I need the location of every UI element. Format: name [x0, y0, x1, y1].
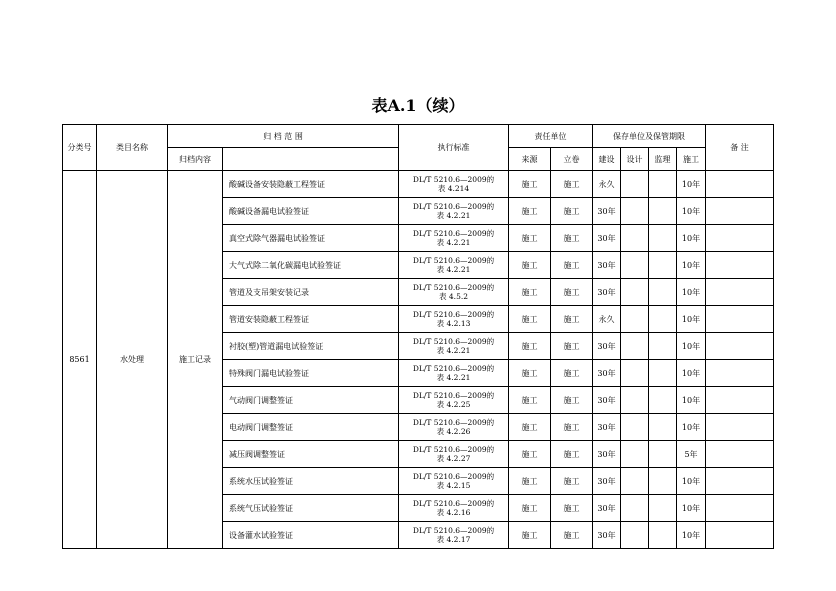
category-cell: 水处理: [97, 171, 168, 549]
header-scope-content: 归档内容: [168, 148, 223, 171]
item-cell: 衬胶(塑)管道漏电试验签证: [223, 333, 399, 360]
standard-cell: [399, 441, 509, 468]
supervision-cell: [649, 198, 677, 225]
source-cell: 施工: [509, 414, 551, 441]
item-cell: 电动阀门调整签证: [223, 414, 399, 441]
design-cell: [621, 306, 649, 333]
standard-line-1: DL/T 5210.6—2009的: [412, 445, 495, 454]
owner-cell: 30年: [593, 225, 621, 252]
standard-cell: [399, 387, 509, 414]
source-cell: 施工: [509, 252, 551, 279]
header-design: 设计: [621, 148, 649, 171]
table-title: 表A.1（续）: [371, 96, 465, 115]
design-cell: [621, 441, 649, 468]
owner-cell: 30年: [593, 495, 621, 522]
supervision-cell: [649, 522, 677, 549]
standard-line-1: DL/T 5210.6—2009的: [412, 526, 495, 535]
remarks-cell: [706, 441, 774, 468]
filing-cell: 施工: [551, 252, 593, 279]
filing-cell: 施工: [551, 198, 593, 225]
construction-cell: 10年: [677, 414, 706, 441]
standard-line-1: DL/T 5210.6—2009的: [412, 310, 495, 319]
remarks-cell: [706, 171, 774, 198]
standard-cell: [399, 306, 509, 333]
standard-line-2: 表 4.2.21: [436, 211, 471, 220]
owner-cell: 30年: [593, 279, 621, 306]
source-cell: 施工: [509, 495, 551, 522]
remarks-cell: [706, 306, 774, 333]
standard-cell: [399, 468, 509, 495]
standard-line-1: DL/T 5210.6—2009的: [412, 418, 495, 427]
standard-line-2: 表 4.2.15: [436, 481, 471, 490]
filing-cell: 施工: [551, 387, 593, 414]
filing-cell: 施工: [551, 522, 593, 549]
supervision-cell: [649, 333, 677, 360]
standard-line-2: 表 4.2.21: [436, 346, 471, 355]
owner-cell: 30年: [593, 468, 621, 495]
header-owner: 建设: [593, 148, 621, 171]
remarks-cell: [706, 495, 774, 522]
design-cell: [621, 522, 649, 549]
standard-line-1: DL/T 5210.6—2009的: [412, 472, 495, 481]
standard-cell: [399, 360, 509, 387]
source-cell: 施工: [509, 441, 551, 468]
standard-line-2: 表 4.2.17: [436, 535, 471, 544]
construction-cell: 10年: [677, 495, 706, 522]
header-standard: 执行标准: [399, 125, 509, 171]
owner-cell: 30年: [593, 441, 621, 468]
design-cell: [621, 171, 649, 198]
remarks-cell: [706, 414, 774, 441]
owner-cell: 30年: [593, 198, 621, 225]
standard-line-1: DL/T 5210.6—2009的: [412, 364, 495, 373]
standard-cell: [399, 333, 509, 360]
owner-cell: 30年: [593, 333, 621, 360]
construction-cell: 5年: [677, 441, 706, 468]
supervision-cell: [649, 441, 677, 468]
owner-cell: 30年: [593, 360, 621, 387]
standard-line-2: 表 4.214: [437, 184, 470, 193]
source-cell: 施工: [509, 279, 551, 306]
source-cell: 施工: [509, 387, 551, 414]
design-cell: [621, 468, 649, 495]
remarks-cell: [706, 252, 774, 279]
standard-line-1: DL/T 5210.6—2009的: [412, 499, 495, 508]
item-cell: 特殊阀门漏电试验签证: [223, 360, 399, 387]
supervision-cell: [649, 468, 677, 495]
header-supervision: 监理: [649, 148, 677, 171]
remarks-cell: [706, 468, 774, 495]
standard-line-2: 表 4.2.26: [436, 427, 471, 436]
supervision-cell: [649, 495, 677, 522]
owner-cell: 30年: [593, 252, 621, 279]
construction-cell: 10年: [677, 522, 706, 549]
design-cell: [621, 387, 649, 414]
source-cell: 施工: [509, 306, 551, 333]
item-cell: 系统水压试验签证: [223, 468, 399, 495]
header-source: 来源: [509, 148, 551, 171]
standard-cell: [399, 171, 509, 198]
standard-cell: [399, 279, 509, 306]
filing-cell: 施工: [551, 306, 593, 333]
remarks-cell: [706, 387, 774, 414]
standard-cell: [399, 414, 509, 441]
owner-cell: 永久: [593, 171, 621, 198]
header-retention: 保存单位及保管期限: [593, 125, 706, 148]
archive-table: [62, 124, 774, 549]
owner-cell: 30年: [593, 414, 621, 441]
supervision-cell: [649, 387, 677, 414]
filing-cell: 施工: [551, 360, 593, 387]
table-row: [63, 171, 774, 198]
supervision-cell: [649, 360, 677, 387]
filing-cell: 施工: [551, 441, 593, 468]
supervision-cell: [649, 171, 677, 198]
construction-cell: 10年: [677, 360, 706, 387]
owner-cell: 永久: [593, 306, 621, 333]
standard-line-1: DL/T 5210.6—2009的: [412, 391, 495, 400]
standard-cell: [399, 198, 509, 225]
remarks-cell: [706, 198, 774, 225]
construction-cell: 10年: [677, 468, 706, 495]
design-cell: [621, 495, 649, 522]
construction-cell: 10年: [677, 198, 706, 225]
source-cell: 施工: [509, 225, 551, 252]
design-cell: [621, 225, 649, 252]
standard-line-2: 表 4.2.21: [436, 238, 471, 247]
construction-cell: 10年: [677, 387, 706, 414]
standard-line-2: 表 4.2.21: [436, 265, 471, 274]
filing-cell: 施工: [551, 414, 593, 441]
filing-cell: 施工: [551, 495, 593, 522]
item-cell: 酸碱设备安装隐蔽工程签证: [223, 171, 399, 198]
standard-line-1: DL/T 5210.6—2009的: [412, 202, 495, 211]
remarks-cell: [706, 522, 774, 549]
standard-cell: [399, 495, 509, 522]
filing-cell: 施工: [551, 171, 593, 198]
source-cell: 施工: [509, 360, 551, 387]
header-filing: 立卷: [551, 148, 593, 171]
standard-line-2: 表 4.2.27: [436, 454, 471, 463]
item-cell: 真空式除气器漏电试验签证: [223, 225, 399, 252]
supervision-cell: [649, 414, 677, 441]
supervision-cell: [649, 279, 677, 306]
construction-cell: 10年: [677, 306, 706, 333]
standard-line-1: DL/T 5210.6—2009的: [412, 256, 495, 265]
header-responsible: 责任单位: [509, 125, 593, 148]
item-cell: 管道及支吊架安装记录: [223, 279, 399, 306]
owner-cell: 30年: [593, 522, 621, 549]
header-scope: 归 档 范 围: [168, 125, 399, 148]
supervision-cell: [649, 306, 677, 333]
design-cell: [621, 198, 649, 225]
header-class-no: 分类号: [63, 125, 97, 171]
standard-line-1: DL/T 5210.6—2009的: [412, 175, 495, 184]
supervision-cell: [649, 252, 677, 279]
filing-cell: 施工: [551, 468, 593, 495]
header-construction: 施工: [677, 148, 706, 171]
design-cell: [621, 414, 649, 441]
item-cell: 大气式除二氧化碳漏电试验签证: [223, 252, 399, 279]
owner-cell: 30年: [593, 387, 621, 414]
item-cell: 减压阀调整签证: [223, 441, 399, 468]
standard-line-2: 表 4.2.25: [436, 400, 471, 409]
construction-cell: 10年: [677, 225, 706, 252]
item-cell: 系统气压试验签证: [223, 495, 399, 522]
design-cell: [621, 279, 649, 306]
remarks-cell: [706, 360, 774, 387]
standard-cell: [399, 522, 509, 549]
standard-cell: [399, 252, 509, 279]
construction-cell: 10年: [677, 333, 706, 360]
standard-line-1: DL/T 5210.6—2009的: [412, 337, 495, 346]
filing-cell: 施工: [551, 333, 593, 360]
item-cell: 设备灌水试验签证: [223, 522, 399, 549]
source-cell: 施工: [509, 522, 551, 549]
filing-cell: 施工: [551, 279, 593, 306]
item-cell: 气动阀门调整签证: [223, 387, 399, 414]
standard-line-2: 表 4.2.16: [436, 508, 471, 517]
construction-cell: 10年: [677, 171, 706, 198]
header-scope-blank: [223, 148, 399, 171]
remarks-cell: [706, 225, 774, 252]
class-no-cell: 8561: [63, 171, 97, 549]
standard-line-2: 表 4.5.2: [439, 292, 468, 301]
remarks-cell: [706, 279, 774, 306]
standard-line-2: 表 4.2.21: [436, 373, 471, 382]
source-cell: 施工: [509, 198, 551, 225]
standard-line-1: DL/T 5210.6—2009的: [412, 229, 495, 238]
construction-cell: 10年: [677, 252, 706, 279]
remarks-cell: [706, 333, 774, 360]
source-cell: 施工: [509, 171, 551, 198]
content-type-cell: 施工记录: [168, 171, 223, 549]
design-cell: [621, 333, 649, 360]
standard-cell: [399, 225, 509, 252]
source-cell: 施工: [509, 333, 551, 360]
filing-cell: 施工: [551, 225, 593, 252]
supervision-cell: [649, 225, 677, 252]
design-cell: [621, 360, 649, 387]
standard-line-1: DL/T 5210.6—2009的: [412, 283, 495, 292]
item-cell: 酸碱设备漏电试验签证: [223, 198, 399, 225]
header-category: 类目名称: [97, 125, 168, 171]
construction-cell: 10年: [677, 279, 706, 306]
header-remarks: 备 注: [706, 125, 774, 171]
header-row-1: [63, 125, 774, 148]
standard-line-2: 表 4.2.13: [436, 319, 471, 328]
design-cell: [621, 252, 649, 279]
item-cell: 管道安装隐蔽工程签证: [223, 306, 399, 333]
source-cell: 施工: [509, 468, 551, 495]
